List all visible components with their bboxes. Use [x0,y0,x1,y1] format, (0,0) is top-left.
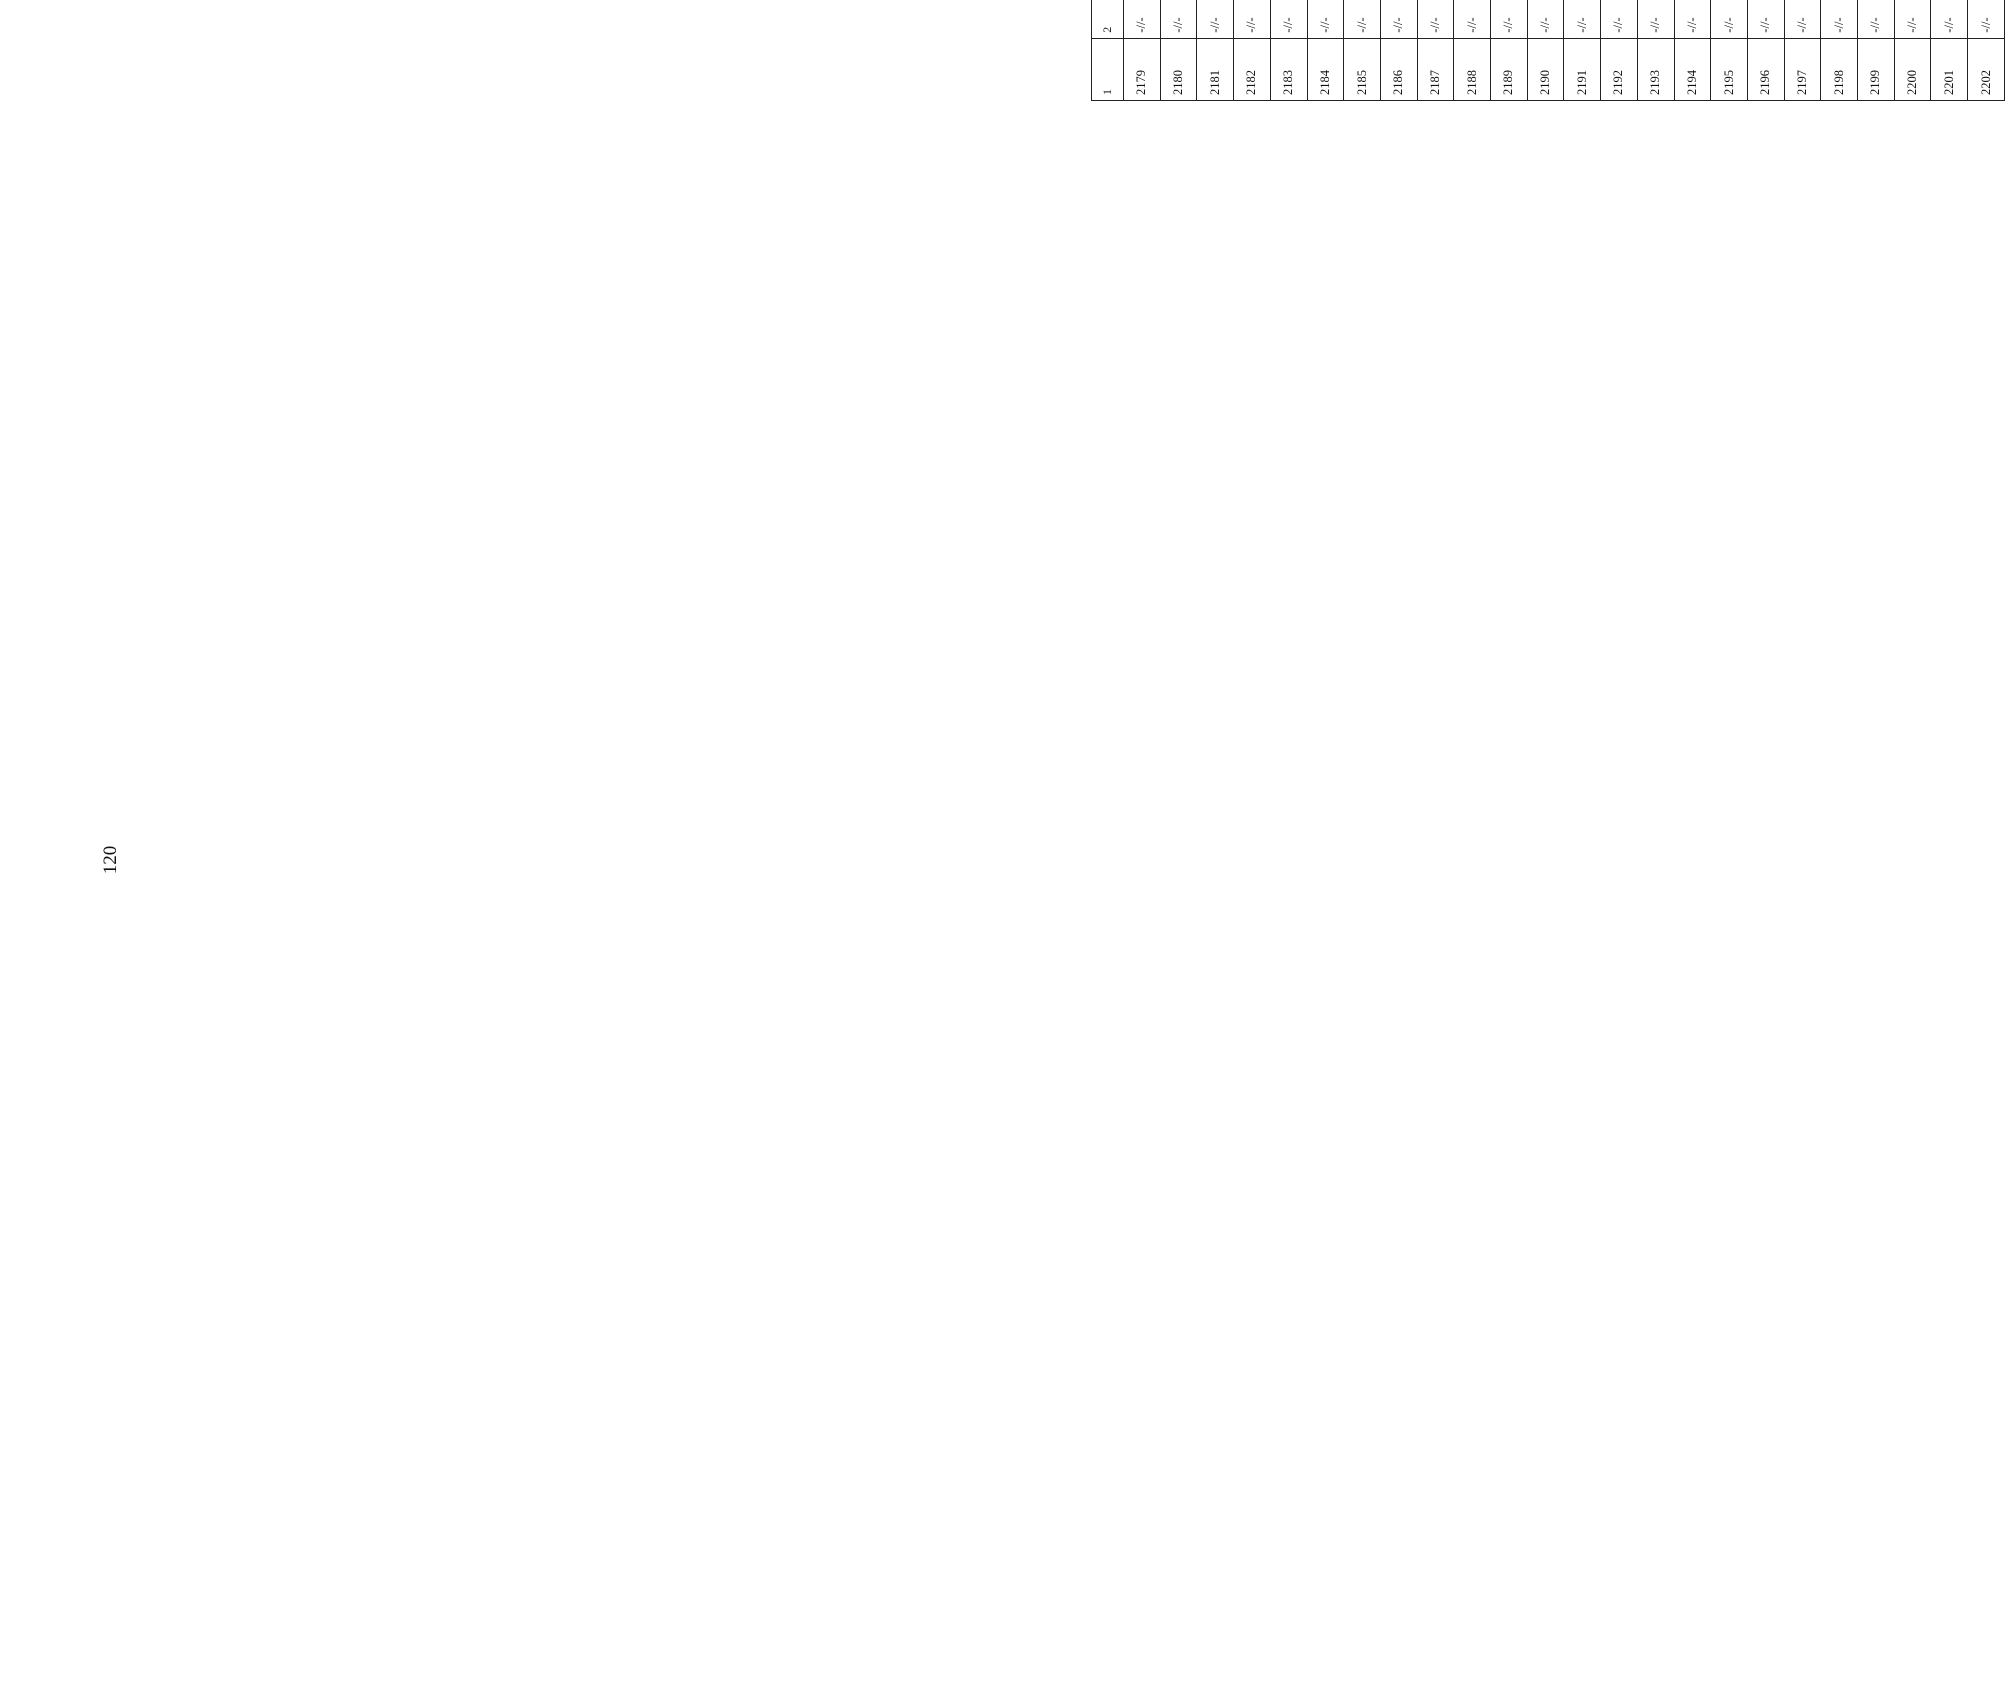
table-row [1234,0,1271,101]
col2-cell: -//- [1454,0,1491,38]
column-header: 1 [1092,38,1124,100]
row-number-cell: 2181 [1197,38,1234,100]
col2-cell: -//- [1417,0,1454,38]
table-row [1821,0,1858,101]
col2-cell: -//- [1344,0,1381,38]
page-number: 120 [100,845,121,875]
col2-cell: -//- [1894,0,1931,38]
col2-cell: -//- [1527,0,1564,38]
register-table [1091,0,2005,101]
row-number-cell: 2186 [1380,38,1417,100]
row-number-cell: 2199 [1858,38,1895,100]
table-row [1784,0,1821,101]
table-row [1344,0,1381,101]
col2-cell: -//- [1307,0,1344,38]
table-row [1601,0,1638,101]
col2-cell: -//- [1858,0,1895,38]
row-number-cell: 2197 [1784,38,1821,100]
table-row [1491,0,1528,101]
row-number-cell: 2196 [1747,38,1784,100]
row-number-cell: 2187 [1417,38,1454,100]
table-row [1931,0,1968,101]
table-row [1160,0,1197,101]
table-row [1968,0,2005,101]
col2-cell: -//- [1784,0,1821,38]
table-row [1380,0,1417,101]
table-row [1674,0,1711,101]
table-row [1270,0,1307,101]
row-number-cell: 2179 [1124,38,1161,100]
column-header: 2 [1092,0,1124,38]
table-row [1564,0,1601,101]
table-row [1637,0,1674,101]
row-number-cell: 2194 [1674,38,1711,100]
table-body [1124,0,2005,101]
col2-cell: -//- [1601,0,1638,38]
table-row [1858,0,1895,101]
row-number-cell: 2201 [1931,38,1968,100]
table-row [1454,0,1491,101]
row-number-cell: 2188 [1454,38,1491,100]
table-row [1711,0,1748,101]
row-number-cell: 2195 [1711,38,1748,100]
row-number-cell: 2180 [1160,38,1197,100]
col2-cell: -//- [1968,0,2005,38]
row-number-cell: 2202 [1968,38,2005,100]
row-number-cell: 2191 [1564,38,1601,100]
col2-cell: -//- [1197,0,1234,38]
row-number-cell: 2184 [1307,38,1344,100]
column-number-row [1092,0,1124,101]
col2-cell: -//- [1711,0,1748,38]
table-row [1197,0,1234,101]
col2-cell: -//- [1564,0,1601,38]
row-number-cell: 2198 [1821,38,1858,100]
table-row [1894,0,1931,101]
col2-cell: -//- [1747,0,1784,38]
row-number-cell: 2182 [1234,38,1271,100]
col2-cell: -//- [1234,0,1271,38]
row-number-cell: 2190 [1527,38,1564,100]
row-number-cell: 2185 [1344,38,1381,100]
col2-cell: -//- [1491,0,1528,38]
row-number-cell: 2192 [1601,38,1638,100]
col2-cell: -//- [1380,0,1417,38]
col2-cell: -//- [1674,0,1711,38]
table-row [1527,0,1564,101]
table-row [1124,0,1161,101]
table-row [1307,0,1344,101]
col2-cell: -//- [1821,0,1858,38]
col2-cell: -//- [1637,0,1674,38]
rotated-table-wrapper [1091,0,2005,101]
row-number-cell: 2193 [1637,38,1674,100]
row-number-cell: 2200 [1894,38,1931,100]
col2-cell: -//- [1270,0,1307,38]
row-number-cell: 2189 [1491,38,1528,100]
table-row [1747,0,1784,101]
col2-cell: -//- [1124,0,1161,38]
col2-cell: -//- [1160,0,1197,38]
table-row [1417,0,1454,101]
row-number-cell: 2183 [1270,38,1307,100]
col2-cell: -//- [1931,0,1968,38]
